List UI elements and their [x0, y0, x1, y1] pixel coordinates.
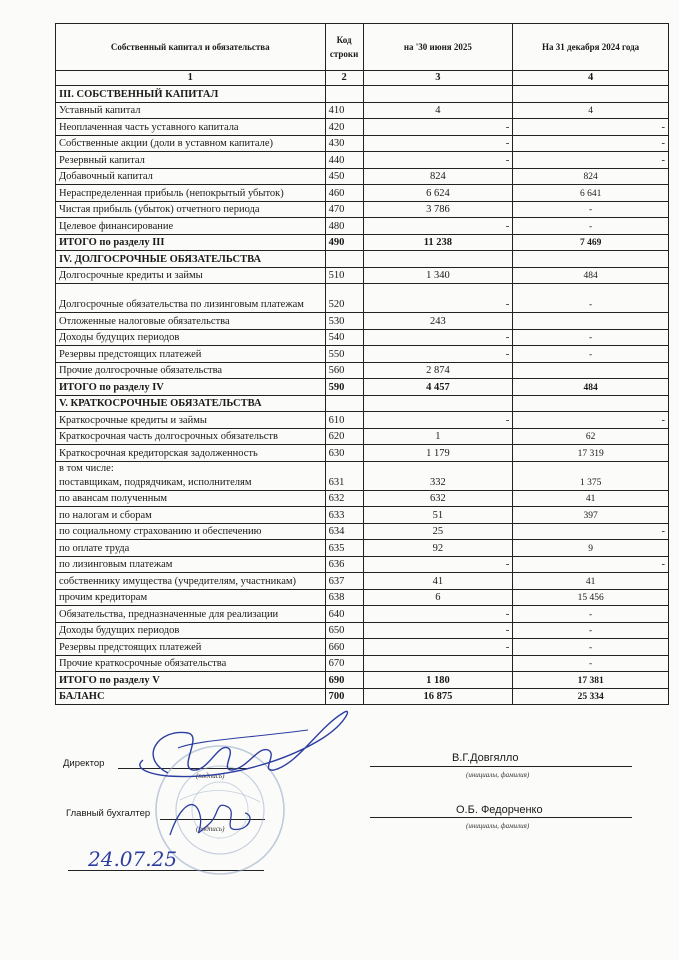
row-label: по налогам и сборам [56, 507, 326, 524]
table-header-row [56, 24, 669, 71]
table-row [56, 445, 669, 462]
row-label: БАЛАНС [56, 688, 326, 705]
table-row [56, 622, 669, 639]
accountant-name-line [370, 817, 632, 818]
table-row [56, 102, 669, 119]
row-code: 632 [325, 490, 363, 507]
table-row [56, 412, 669, 429]
row-value-current: 332 [363, 461, 513, 490]
row-value-current [363, 655, 513, 672]
row-code [325, 395, 363, 412]
row-code: 610 [325, 412, 363, 429]
column-number: 1 [56, 71, 326, 86]
row-label: Долгосрочные кредиты и займы [56, 267, 326, 284]
table-row [56, 135, 669, 152]
row-code: 510 [325, 267, 363, 284]
balance-table [55, 23, 669, 705]
table-row [56, 313, 669, 330]
row-value-current: - [363, 622, 513, 639]
director-name: В.Г.Довгялло [452, 752, 519, 764]
row-value-current: - [363, 119, 513, 136]
row-label: Целевое финансирование [56, 218, 326, 235]
row-value-current: - [363, 284, 513, 313]
table-row [56, 490, 669, 507]
table-row [56, 152, 669, 169]
row-code: 520 [325, 284, 363, 313]
table-row [56, 573, 669, 590]
row-value-current: 25 [363, 523, 513, 540]
row-label: Собственные акции (доли в уставном капитале) [56, 135, 326, 152]
table-row [56, 168, 669, 185]
row-value-current: - [363, 218, 513, 235]
column-number: 4 [513, 71, 669, 86]
row-value-prior [513, 313, 669, 330]
accountant-name-caption: (инициалы, фамилия) [466, 822, 530, 830]
row-code: 670 [325, 655, 363, 672]
row-code: 640 [325, 606, 363, 623]
row-label: Доходы будущих периодов [56, 622, 326, 639]
row-code: 440 [325, 152, 363, 169]
table-row [56, 507, 669, 524]
row-value-current: 1 340 [363, 267, 513, 284]
row-value-prior [513, 251, 669, 268]
row-value-prior: 484 [513, 267, 669, 284]
row-label: Долгосрочные обязательства по лизинговым платежам [56, 284, 326, 313]
table-row [56, 672, 669, 689]
row-label: Отложенные налоговые обязательства [56, 313, 326, 330]
row-label: Краткосрочные кредиты и займы [56, 412, 326, 429]
row-value-prior [513, 395, 669, 412]
row-code: 638 [325, 589, 363, 606]
header-code: Код строки [325, 24, 363, 71]
row-value-current: 1 [363, 428, 513, 445]
row-value-prior: - [513, 655, 669, 672]
director-name-caption: (инициалы, фамилия) [466, 771, 530, 779]
row-value-prior: - [513, 152, 669, 169]
row-label: Добавочный капитал [56, 168, 326, 185]
table-row [56, 251, 669, 268]
row-value-prior: 4 [513, 102, 669, 119]
table-row [56, 201, 669, 218]
row-code: 700 [325, 688, 363, 705]
row-code: 633 [325, 507, 363, 524]
row-value-current: 824 [363, 168, 513, 185]
row-label: Резервы предстоящих платежей [56, 639, 326, 656]
row-value-prior [513, 362, 669, 379]
row-value-prior [513, 86, 669, 103]
row-code: 635 [325, 540, 363, 557]
row-value-prior: 9 [513, 540, 669, 557]
row-label: Резервы предстоящих платежей [56, 346, 326, 363]
row-value-prior: 25 334 [513, 688, 669, 705]
row-label: Нераспределенная прибыль (непокрытый убыток) [56, 185, 326, 202]
row-label: прочим кредиторам [56, 589, 326, 606]
row-code: 590 [325, 379, 363, 396]
row-value-current: - [363, 135, 513, 152]
row-value-prior: 41 [513, 490, 669, 507]
row-value-current: 51 [363, 507, 513, 524]
row-label: Прочие краткосрочные обязательства [56, 655, 326, 672]
table-row [56, 119, 669, 136]
row-value-current: 1 180 [363, 672, 513, 689]
handwritten-date [86, 842, 196, 872]
row-code: 430 [325, 135, 363, 152]
table-row [56, 461, 669, 490]
row-label: Чистая прибыль (убыток) отчетного периода [56, 201, 326, 218]
row-value-prior: - [513, 412, 669, 429]
row-value-current: 2 874 [363, 362, 513, 379]
row-label: Обязательства, предназначенные для реализации [56, 606, 326, 623]
row-value-prior: 1 375 [513, 461, 669, 490]
row-value-prior: - [513, 201, 669, 218]
table-row [56, 86, 669, 103]
row-value-prior: - [513, 119, 669, 136]
row-value-current: - [363, 639, 513, 656]
row-value-current: - [363, 152, 513, 169]
row-value-current: 11 238 [363, 234, 513, 251]
accountant-name: О.Б. Федорченко [456, 804, 543, 816]
row-label: ИТОГО по разделу V [56, 672, 326, 689]
header-label: Собственный капитал и обязательства [56, 24, 326, 71]
header-period-current: на '30 июня 2025 [363, 24, 513, 71]
row-code: 630 [325, 445, 363, 462]
row-code: 620 [325, 428, 363, 445]
row-value-current [363, 251, 513, 268]
row-value-current: 4 457 [363, 379, 513, 396]
row-value-prior: 17 319 [513, 445, 669, 462]
table-row [56, 218, 669, 235]
row-label: Неоплаченная часть уставного капитала [56, 119, 326, 136]
row-label: по социальному страхованию и обеспечению [56, 523, 326, 540]
row-value-prior: - [513, 329, 669, 346]
table-row [56, 655, 669, 672]
row-value-current: 16 875 [363, 688, 513, 705]
row-value-prior: 484 [513, 379, 669, 396]
table-row [56, 267, 669, 284]
row-label: ИТОГО по разделу III [56, 234, 326, 251]
column-number-row [56, 71, 669, 86]
row-code [325, 86, 363, 103]
column-number: 3 [363, 71, 513, 86]
table-row [56, 589, 669, 606]
director-name-line [370, 766, 632, 767]
table-row [56, 639, 669, 656]
row-code: 530 [325, 313, 363, 330]
table-body [56, 86, 669, 705]
row-code: 650 [325, 622, 363, 639]
row-value-current: - [363, 556, 513, 573]
table-row [56, 428, 669, 445]
row-value-current: 1 179 [363, 445, 513, 462]
row-value-prior: 41 [513, 573, 669, 590]
row-value-prior: - [513, 606, 669, 623]
row-code: 490 [325, 234, 363, 251]
row-value-prior: 6 641 [513, 185, 669, 202]
row-value-prior: - [513, 622, 669, 639]
header-period-prior: На 31 декабря 2024 года [513, 24, 669, 71]
row-label: ИТОГО по разделу IV [56, 379, 326, 396]
row-code: 560 [325, 362, 363, 379]
row-code: 420 [325, 119, 363, 136]
row-label: Краткосрочная кредиторская задолженность [56, 445, 326, 462]
row-value-prior: - [513, 135, 669, 152]
row-value-prior: 62 [513, 428, 669, 445]
row-code [325, 251, 363, 268]
row-value-current: - [363, 329, 513, 346]
accountant-signature-caption: (подпись) [196, 825, 225, 833]
row-code: 460 [325, 185, 363, 202]
row-label: Доходы будущих периодов [56, 329, 326, 346]
row-code: 660 [325, 639, 363, 656]
row-value-current: 41 [363, 573, 513, 590]
table-row [56, 523, 669, 540]
table-row [56, 362, 669, 379]
row-value-prior: - [513, 639, 669, 656]
row-value-current [363, 86, 513, 103]
row-value-current [363, 395, 513, 412]
row-value-prior: - [513, 346, 669, 363]
row-code: 470 [325, 201, 363, 218]
row-value-prior: 824 [513, 168, 669, 185]
row-code: 540 [325, 329, 363, 346]
table-row [56, 234, 669, 251]
row-value-current: - [363, 606, 513, 623]
row-value-current: - [363, 346, 513, 363]
table-row [56, 556, 669, 573]
row-code: 480 [325, 218, 363, 235]
row-value-current: 6 624 [363, 185, 513, 202]
row-value-current: 632 [363, 490, 513, 507]
table-row [56, 329, 669, 346]
table-row [56, 379, 669, 396]
row-label: IV. ДОЛГОСРОЧНЫЕ ОБЯЗАТЕЛЬСТВА [56, 251, 326, 268]
row-value-current: 6 [363, 589, 513, 606]
row-value-prior: 17 381 [513, 672, 669, 689]
row-label: по лизинговым платежам [56, 556, 326, 573]
row-value-current: 3 786 [363, 201, 513, 218]
director-signature [108, 688, 358, 798]
table-row [56, 540, 669, 557]
row-value-current: 92 [363, 540, 513, 557]
row-label: по оплате труда [56, 540, 326, 557]
row-label: III. СОБСТВЕННЫЙ КАПИТАЛ [56, 86, 326, 103]
row-code: 450 [325, 168, 363, 185]
row-value-current: 243 [363, 313, 513, 330]
row-label: Резервный капитал [56, 152, 326, 169]
row-value-prior: 15 456 [513, 589, 669, 606]
row-value-prior: - [513, 284, 669, 313]
table-row [56, 284, 669, 313]
row-label: V. КРАТКОСРОЧНЫЕ ОБЯЗАТЕЛЬСТВА [56, 395, 326, 412]
row-label: в том числе: поставщикам, подрядчикам, исполнителям [56, 461, 326, 490]
row-code: 410 [325, 102, 363, 119]
row-code: 550 [325, 346, 363, 363]
row-code: 634 [325, 523, 363, 540]
row-label: Краткосрочная часть долгосрочных обязательств [56, 428, 326, 445]
row-value-current: 4 [363, 102, 513, 119]
row-value-prior: 7 469 [513, 234, 669, 251]
row-value-current: - [363, 412, 513, 429]
table-row [56, 346, 669, 363]
handwritten-date-text: 24.07.25 [88, 847, 178, 871]
row-label: собственнику имущества (учредителям, участникам) [56, 573, 326, 590]
row-code: 636 [325, 556, 363, 573]
row-value-prior: - [513, 556, 669, 573]
row-label: Уставный капитал [56, 102, 326, 119]
row-value-prior: 397 [513, 507, 669, 524]
accountant-label: Главный бухгалтер [66, 808, 151, 819]
row-label: Прочие долгосрочные обязательства [56, 362, 326, 379]
row-value-prior: - [513, 523, 669, 540]
table-row [56, 606, 669, 623]
table-row [56, 185, 669, 202]
row-label: по авансам полученным [56, 490, 326, 507]
table-row [56, 395, 669, 412]
row-value-prior: - [513, 218, 669, 235]
column-number: 2 [325, 71, 363, 86]
row-code: 690 [325, 672, 363, 689]
row-code: 637 [325, 573, 363, 590]
director-signature-caption: (подпись) [196, 772, 225, 780]
director-label: Директор [63, 758, 105, 769]
row-code: 631 [325, 461, 363, 490]
